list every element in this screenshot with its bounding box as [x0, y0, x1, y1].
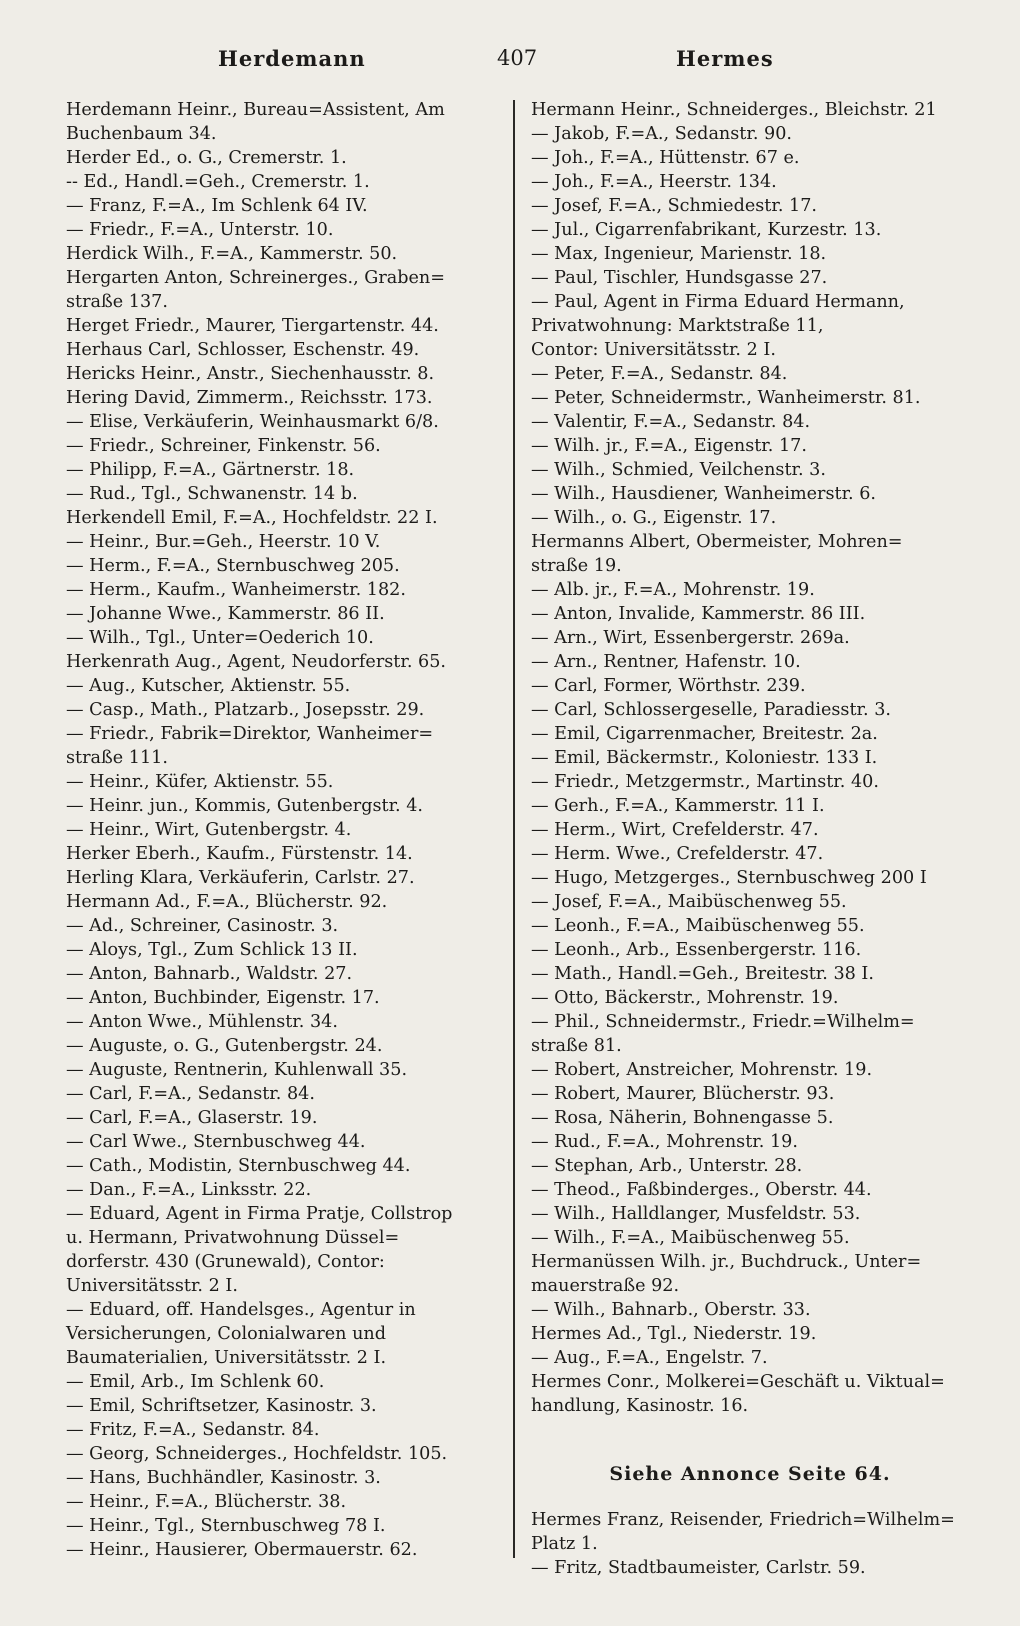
directory-line: — Hans, Buchhändler, Kasinostr. 3.: [66, 1468, 381, 1488]
directory-line: mauerstraße 92.: [531, 1276, 680, 1296]
directory-line: Herdemann Heinr., Bureau=Assistent, Am: [66, 100, 445, 120]
directory-line: — Dan., F.=A., Linksstr. 22.: [66, 1180, 312, 1200]
directory-line: — Wilh., Bahnarb., Oberstr. 33.: [531, 1300, 811, 1320]
directory-line: — Leonh., Arb., Essenbergerstr. 116.: [531, 940, 862, 960]
directory-line: — Emil, Arb., Im Schlenk 60.: [66, 1372, 325, 1392]
directory-line: — Anton Wwe., Mühlenstr. 34.: [66, 1012, 338, 1032]
directory-line: — Wilh., o. G., Eigenstr. 17.: [531, 508, 777, 528]
directory-line: dorferstr. 430 (Grunewald), Contor:: [66, 1252, 385, 1272]
page-number: 407: [497, 46, 538, 70]
directory-line: — Carl, F.=A., Glaserstr. 19.: [66, 1108, 318, 1128]
directory-line: Herker Eberh., Kaufm., Fürstenstr. 14.: [66, 844, 413, 864]
directory-line: — Alb. jr., F.=A., Mohrenstr. 19.: [531, 580, 815, 600]
directory-line: — Stephan, Arb., Unterstr. 28.: [531, 1156, 803, 1176]
directory-line: — Auguste, Rentnerin, Kuhlenwall 35.: [66, 1060, 408, 1080]
right-column-entries: [531, 98, 969, 1418]
advertisement-notice: Siehe Annonce Seite 64.: [609, 1463, 891, 1485]
directory-line: — Herm., Wirt, Crefelderstr. 47.: [531, 820, 819, 840]
directory-line: — Anton, Invalide, Kammerstr. 86 III.: [531, 604, 866, 624]
directory-line: — Anton, Buchbinder, Eigenstr. 17.: [66, 988, 380, 1008]
left-column: [66, 98, 494, 1562]
right-column-entries-after: [531, 1508, 969, 1580]
directory-line: — Carl, Schlossergeselle, Paradiesstr. 3.: [531, 700, 891, 720]
directory-line: — Wilh., F.=A., Maibüschenweg 55.: [531, 1228, 850, 1248]
directory-line: Hermes Conr., Molkerei=Geschäft u. Viktual=: [531, 1372, 945, 1392]
directory-line: — Max, Ingenieur, Marienstr. 18.: [531, 244, 827, 264]
directory-line: Baumaterialien, Universitätsstr. 2 I.: [66, 1348, 387, 1368]
directory-line: Herkenrath Aug., Agent, Neudorferstr. 65.: [66, 652, 446, 672]
directory-line: — Carl, Former, Wörthstr. 239.: [531, 676, 806, 696]
directory-line: Herling Klara, Verkäuferin, Carlstr. 27.: [66, 868, 415, 888]
directory-line: — Fritz, F.=A., Sedanstr. 84.: [66, 1420, 320, 1440]
directory-line: — Paul, Tischler, Hundsgasse 27.: [531, 268, 828, 288]
directory-line: Privatwohnung: Marktstraße 11,: [531, 316, 824, 336]
directory-line: — Jakob, F.=A., Sedanstr. 90.: [531, 124, 793, 144]
directory-line: -- Ed., Handl.=Geh., Cremerstr. 1.: [66, 172, 370, 192]
directory-line: straße 137.: [66, 292, 168, 312]
directory-line: — Heinr., F.=A., Blücherstr. 38.: [66, 1492, 347, 1512]
directory-line: — Carl, F.=A., Sedanstr. 84.: [66, 1084, 315, 1104]
directory-line: — Phil., Schneidermstr., Friedr.=Wilhelm=: [531, 1012, 915, 1032]
directory-line: — Heinr., Küfer, Aktienstr. 55.: [66, 772, 334, 792]
directory-line: — Joh., F.=A., Heerstr. 134.: [531, 172, 777, 192]
directory-line: — Otto, Bäckerstr., Mohrenstr. 19.: [531, 988, 839, 1008]
directory-line: — Robert, Maurer, Blücherstr. 93.: [531, 1084, 835, 1104]
directory-line: Herget Friedr., Maurer, Tiergartenstr. 44.: [66, 316, 439, 336]
header-right-keyword: Hermes: [676, 46, 774, 71]
directory-line: u. Hermann, Privatwohnung Düssel=: [66, 1228, 400, 1248]
directory-line: Herhaus Carl, Schlosser, Eschenstr. 49.: [66, 340, 420, 360]
directory-line: — Wilh., Schmied, Veilchenstr. 3.: [531, 460, 826, 480]
header-left-keyword: Herdemann: [218, 46, 366, 71]
directory-line: — Rud., F.=A., Mohrenstr. 19.: [531, 1132, 798, 1152]
directory-line: — Josef, F.=A., Maibüschenweg 55.: [531, 892, 847, 912]
directory-line: Hermann Ad., F.=A., Blücherstr. 92.: [66, 892, 388, 912]
directory-line: straße 19.: [531, 556, 622, 576]
directory-line: Versicherungen, Colonialwaren und: [66, 1324, 386, 1344]
directory-line: — Peter, Schneidermstr., Wanheimerstr. 81.: [531, 388, 921, 408]
directory-line: Universitätsstr. 2 I.: [66, 1276, 238, 1296]
directory-line: — Friedr., Fabrik=Direktor, Wanheimer=: [66, 724, 434, 744]
directory-line: — Valentir, F.=A., Sedanstr. 84.: [531, 412, 811, 432]
directory-line: — Cath., Modistin, Sternbuschweg 44.: [66, 1156, 411, 1176]
directory-line: — Georg, Schneiderges., Hochfeldstr. 105.: [66, 1444, 448, 1464]
directory-line: — Gerh., F.=A., Kammerstr. 11 I.: [531, 796, 825, 816]
directory-line: straße 81.: [531, 1036, 622, 1056]
directory-line: Hering David, Zimmerm., Reichsstr. 173.: [66, 388, 433, 408]
directory-line: — Emil, Bäckermstr., Koloniestr. 133 I.: [531, 748, 878, 768]
directory-line: — Emil, Schriftsetzer, Kasinostr. 3.: [66, 1396, 377, 1416]
directory-line: — Hugo, Metzgerges., Sternbuschweg 200 I: [531, 868, 927, 888]
page-header: [0, 46, 1020, 82]
directory-line: — Johanne Wwe., Kammerstr. 86 II.: [66, 604, 385, 624]
directory-line: — Eduard, Agent in Firma Pratje, Collstrop: [66, 1204, 453, 1224]
directory-line: Hermes Ad., Tgl., Niederstr. 19.: [531, 1324, 817, 1344]
directory-line: — Friedr., F.=A., Unterstr. 10.: [66, 220, 334, 240]
directory-line: — Josef, F.=A., Schmiedestr. 17.: [531, 196, 817, 216]
directory-line: Hermann Heinr., Schneiderges., Bleichstr. 21: [531, 100, 937, 120]
directory-line: — Wilh., Hausdiener, Wanheimerstr. 6.: [531, 484, 877, 504]
directory-line: Hericks Heinr., Anstr., Siechenhausstr. 8.: [66, 364, 435, 384]
directory-line: — Heinr., Bur.=Geh., Heerstr. 10 V.: [66, 532, 381, 552]
column-divider: [513, 100, 515, 1558]
directory-line: — Eduard, off. Handelsges., Agentur in: [66, 1300, 416, 1320]
directory-line: straße 111.: [66, 748, 168, 768]
directory-line: Buchenbaum 34.: [66, 124, 217, 144]
directory-line: — Robert, Anstreicher, Mohrenstr. 19.: [531, 1060, 873, 1080]
directory-line: — Heinr., Tgl., Sternbuschweg 78 I.: [66, 1516, 386, 1536]
right-column: [531, 98, 969, 1580]
directory-line: — Peter, F.=A., Sedanstr. 84.: [531, 364, 788, 384]
directory-line: — Aloys, Tgl., Zum Schlick 13 II.: [66, 940, 358, 960]
directory-line: Herkendell Emil, F.=A., Hochfeldstr. 22 I.: [66, 508, 438, 528]
directory-line: Contor: Universitätsstr. 2 I.: [531, 340, 776, 360]
directory-line: — Paul, Agent in Firma Eduard Hermann,: [531, 292, 905, 312]
directory-line: — Carl Wwe., Sternbuschweg 44.: [66, 1132, 366, 1152]
directory-line: — Emil, Cigarrenmacher, Breitestr. 2a.: [531, 724, 878, 744]
directory-line: — Joh., F.=A., Hüttenstr. 67 e.: [531, 148, 800, 168]
directory-line: — Math., Handl.=Geh., Breitestr. 38 I.: [531, 964, 874, 984]
directory-line: — Heinr., Hausierer, Obermauerstr. 62.: [66, 1540, 418, 1560]
directory-line: — Heinr., Wirt, Gutenbergstr. 4.: [66, 820, 352, 840]
directory-line: — Jul., Cigarrenfabrikant, Kurzestr. 13.: [531, 220, 882, 240]
directory-line: — Wilh., Halldlanger, Musfeldstr. 53.: [531, 1204, 861, 1224]
directory-line: handlung, Kasinostr. 16.: [531, 1396, 749, 1416]
directory-line: Herdick Wilh., F.=A., Kammerstr. 50.: [66, 244, 398, 264]
directory-line: Platz 1.: [531, 1534, 598, 1554]
directory-line: — Ad., Schreiner, Casinostr. 3.: [66, 916, 339, 936]
directory-line: — Franz, F.=A., Im Schlenk 64 IV.: [66, 196, 368, 216]
directory-line: — Arn., Wirt, Essenbergerstr. 269a.: [531, 628, 850, 648]
directory-line: — Elise, Verkäuferin, Weinhausmarkt 6/8.: [66, 412, 439, 432]
directory-line: — Rosa, Näherin, Bohnengasse 5.: [531, 1108, 834, 1128]
directory-line: — Wilh., Tgl., Unter=Oederich 10.: [66, 628, 374, 648]
directory-line: — Wilh. jr., F.=A., Eigenstr. 17.: [531, 436, 807, 456]
directory-line: — Fritz, Stadtbaumeister, Carlstr. 59.: [531, 1558, 866, 1578]
directory-line: — Heinr. jun., Kommis, Gutenbergstr. 4.: [66, 796, 424, 816]
directory-line: — Herm., F.=A., Sternbuschweg 205.: [66, 556, 400, 576]
directory-line: Hergarten Anton, Schreinerges., Graben=: [66, 268, 445, 288]
directory-line: — Leonh., F.=A., Maibüschenweg 55.: [531, 916, 865, 936]
directory-line: Hermes Franz, Reisender, Friedrich=Wilhelm=: [531, 1510, 955, 1530]
directory-line: Herder Ed., o. G., Cremerstr. 1.: [66, 148, 347, 168]
directory-line: — Friedr., Metzgermstr., Martinstr. 40.: [531, 772, 879, 792]
directory-line: — Rud., Tgl., Schwanenstr. 14 b.: [66, 484, 358, 504]
directory-line: — Philipp, F.=A., Gärtnerstr. 18.: [66, 460, 355, 480]
directory-line: — Friedr., Schreiner, Finkenstr. 56.: [66, 436, 381, 456]
directory-line: — Herm. Wwe., Crefelderstr. 47.: [531, 844, 824, 864]
directory-line: — Aug., F.=A., Engelstr. 7.: [531, 1348, 768, 1368]
directory-line: — Anton, Bahnarb., Waldstr. 27.: [66, 964, 353, 984]
directory-line: Hermanns Albert, Obermeister, Mohren=: [531, 532, 903, 552]
directory-line: — Aug., Kutscher, Aktienstr. 55.: [66, 676, 351, 696]
directory-line: Hermanüssen Wilh. jr., Buchdruck., Unter=: [531, 1252, 922, 1272]
directory-line: — Herm., Kaufm., Wanheimerstr. 182.: [66, 580, 406, 600]
directory-line: — Auguste, o. G., Gutenbergstr. 24.: [66, 1036, 383, 1056]
directory-line: — Arn., Rentner, Hafenstr. 10.: [531, 652, 801, 672]
directory-line: — Casp., Math., Platzarb., Josepsstr. 29.: [66, 700, 425, 720]
directory-line: — Theod., Faßbinderges., Oberstr. 44.: [531, 1180, 872, 1200]
